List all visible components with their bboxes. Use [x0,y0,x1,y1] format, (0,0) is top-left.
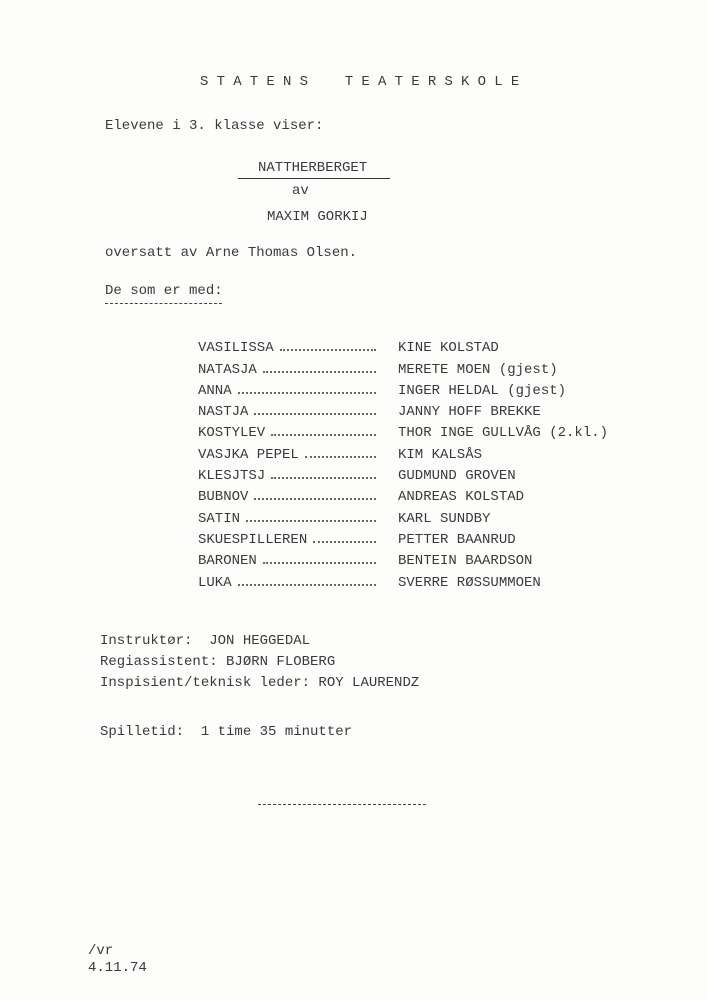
play-title: NATTHERBERGET [258,160,368,176]
cast-row [198,399,618,420]
cast-row [198,378,618,399]
cast-heading-underline [105,303,222,304]
dot-leader [280,349,376,351]
cast-row [198,463,618,484]
actor-name: KINE KOLSTAD [398,340,499,357]
crew-instructor: Instruktør: JON HEGGEDAL [100,633,311,649]
role-name: ANNA [198,382,232,399]
cast-row [198,441,618,462]
play-author: MAXIM GORKIJ [267,209,368,225]
actor-name: THOR INGE GULLVÅG (2.kl.) [398,425,609,442]
role-name: KLESJTSJ [198,468,266,485]
role-name: VASJKA PEPEL [198,446,299,463]
dot-leader [305,456,376,458]
role-name: VASILISSA [198,340,274,357]
title-underline [238,178,390,179]
crew-stage-manager: Inspisient/teknisk leder: ROY LAURENDZ [100,675,420,691]
typist-initials: /vr [88,943,114,959]
dot-leader [271,477,376,479]
closing-rule [258,804,426,805]
actor-name: GUDMUND GROVEN [398,468,516,485]
actor-name: ANDREAS KOLSTAD [398,489,525,506]
dot-leader [313,541,376,543]
actor-name: MERETE MOEN (gjest) [398,361,558,378]
role-name: LUKA [198,574,232,591]
dot-leader [246,520,376,522]
actor-name: KARL SUNDBY [398,510,491,527]
dot-leader [254,413,376,415]
crew-assistant: Regiassistent: BJØRN FLOBERG [100,654,336,670]
intro-line: Elevene i 3. klasse viser: [105,118,324,134]
role-name: BUBNOV [198,489,249,506]
dot-leader [271,434,376,436]
role-name: SKUESPILLEREN [198,531,308,548]
dot-leader [254,498,376,500]
actor-name: PETTER BAANRUD [398,531,516,548]
role-name: NATASJA [198,361,257,378]
dot-leader [238,584,376,586]
actor-name: SVERRE RØSSUMMOEN [398,574,541,591]
actor-name: JANNY HOFF BREKKE [398,404,541,421]
document-date: 4.11.74 [88,960,147,976]
actor-name: BENTEIN BAARDSON [398,553,533,570]
dot-leader [238,392,376,394]
dot-leader [263,371,376,373]
translation-credit: oversatt av Arne Thomas Olsen. [105,245,358,261]
cast-row [198,527,618,548]
runtime: Spilletid: 1 time 35 minutter [100,724,353,740]
cast-row [198,356,618,377]
role-name: BARONEN [198,553,257,570]
play-by: av [292,183,309,199]
dot-leader [263,562,376,564]
cast-row [198,420,618,441]
actor-name: INGER HELDAL (gjest) [398,382,567,399]
role-name: NASTJA [198,404,249,421]
role-name: KOSTYLEV [198,425,266,442]
cast-row [198,484,618,505]
cast-row [198,335,618,356]
cast-heading: De som er med: [105,283,223,299]
actor-name: KIM KALSÅS [398,446,483,463]
school-title: STATENS TEATERSKOLE [200,74,528,90]
cast-row [198,548,618,569]
cast-row [198,505,618,526]
role-name: SATIN [198,510,241,527]
cast-row [198,569,618,590]
cast-list [198,335,618,591]
